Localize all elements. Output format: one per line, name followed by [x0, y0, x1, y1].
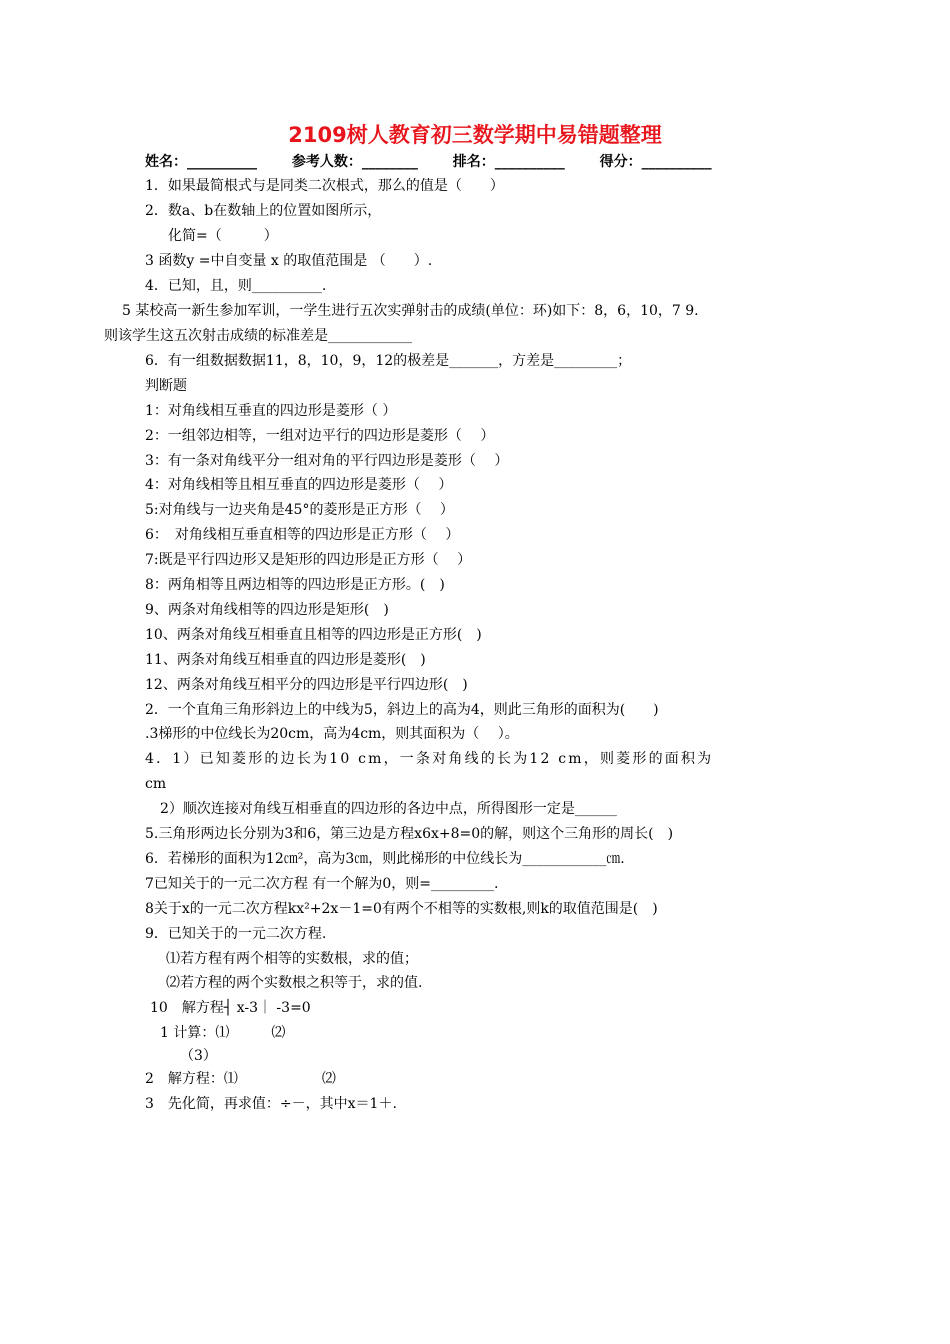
question-line: 4：对角线相等且相互垂直的四边形是菱形（ ）	[145, 477, 453, 493]
question-line: 3 函数y =中自变量 x 的取值范围是 （ ）.	[145, 253, 433, 269]
question-line: 5 某校高一新生参加军训，一学生进行五次实弹射击的成绩(单位：环)如下：8，6，10，7 9.	[122, 303, 699, 319]
question-line: 1 计算：⑴ ⑵	[160, 1025, 286, 1041]
question-line: 10 解方程┤ x-3｜ -3=0	[150, 1000, 311, 1016]
question-line: 6： 对角线相互垂直相等的四边形是正方形（ ）	[145, 527, 460, 543]
rank-field: 排名：__________	[452, 154, 565, 170]
question-line: 2．数a、b在数轴上的位置如图所示，	[145, 203, 382, 219]
question-line: 2）顺次连接对角线互相垂直的四边形的各边中点，所得图形一定是______	[160, 801, 617, 817]
question-line: 8关于x的一元二次方程kx²+2x－1=0有两个不相等的实数根,则k的取值范围是( )	[145, 901, 658, 917]
question-line: ⑵若方程的两个实数根之积等于，求的值.	[166, 975, 423, 991]
question-line: 化简=（ ）	[168, 228, 278, 244]
reference-count-field: 参考人数：________	[291, 154, 418, 170]
question-line: 1：对角线相互垂直的四边形是菱形（ ）	[145, 403, 397, 419]
question-line: 2：一组邻边相等，一组对边平行的四边形是菱形（ ）	[145, 428, 495, 444]
question-line: 9．已知关于的一元二次方程.	[145, 926, 327, 942]
question-line: cm	[145, 776, 167, 792]
question-line: 7:既是平行四边形又是矩形的四边形是正方形（ ）	[145, 552, 472, 568]
score-field: 得分：__________	[599, 154, 712, 170]
question-line: ⑴若方程有两个相等的实数根，求的值；	[166, 951, 418, 967]
student-info-row	[145, 152, 742, 172]
question-line: 6．有一组数据数据11，8，10，9，12的极差是_______，方差是_________；	[145, 353, 632, 369]
question-line: 9、两条对角线相等的四边形是矩形( )	[145, 602, 389, 618]
question-line: 4．1）已知菱形的边长为10 cm，一条对角线的长为12 cm，则菱形的面积为	[145, 751, 714, 767]
question-line: 12、两条对角线互相平分的四边形是平行四边形( )	[145, 677, 468, 693]
question-line: 10、两条对角线互相垂直且相等的四边形是正方形( )	[145, 627, 482, 643]
question-line: 5:对角线与一边夹角是45°的菱形是正方形（ ）	[145, 502, 454, 518]
question-line: 3 先化简，再求值：÷－，其中x＝1＋.	[145, 1096, 397, 1112]
question-line: 8：两角相等且两边相等的四边形是正方形。( )	[145, 577, 445, 593]
question-line: 4．已知，且，则__________.	[145, 278, 327, 294]
question-line: 3：有一条对角线平分一组对角的平行四边形是菱形（ ）	[145, 453, 509, 469]
name-field: 姓名：__________	[145, 154, 257, 170]
question-line: .3梯形的中位线长为20cm，高为4cm，则其面积为（ ）。	[145, 726, 519, 742]
section-heading: 判断题	[145, 378, 187, 394]
question-line: （3）	[180, 1048, 217, 1064]
question-line: 6．若梯形的面积为12㎝²，高为3㎝，则此梯形的中位线长为____________㎝.	[145, 851, 625, 867]
question-line: 1．如果最简根式与是同类二次根式，那么的值是（ ）	[145, 178, 504, 194]
document-title: 2109树人教育初三数学期中易错题整理	[288, 123, 662, 147]
question-line: 则该学生这五次射击成绩的标准差是____________	[104, 328, 412, 344]
question-line: 5.三角形两边长分别为3和6，第三边是方程x6x+8=0的解，则这个三角形的周长( )	[145, 826, 674, 842]
question-line: 11、两条对角线互相垂直的四边形是菱形( )	[145, 652, 426, 668]
question-line: 7已知关于的一元二次方程 有一个解为0，则=_________.	[145, 876, 499, 892]
question-line: 2 解方程：⑴ ⑵	[145, 1071, 336, 1087]
question-line: 2．一个直角三角形斜边上的中线为5，斜边上的高为4，则此三角形的面积为( )	[145, 702, 659, 718]
